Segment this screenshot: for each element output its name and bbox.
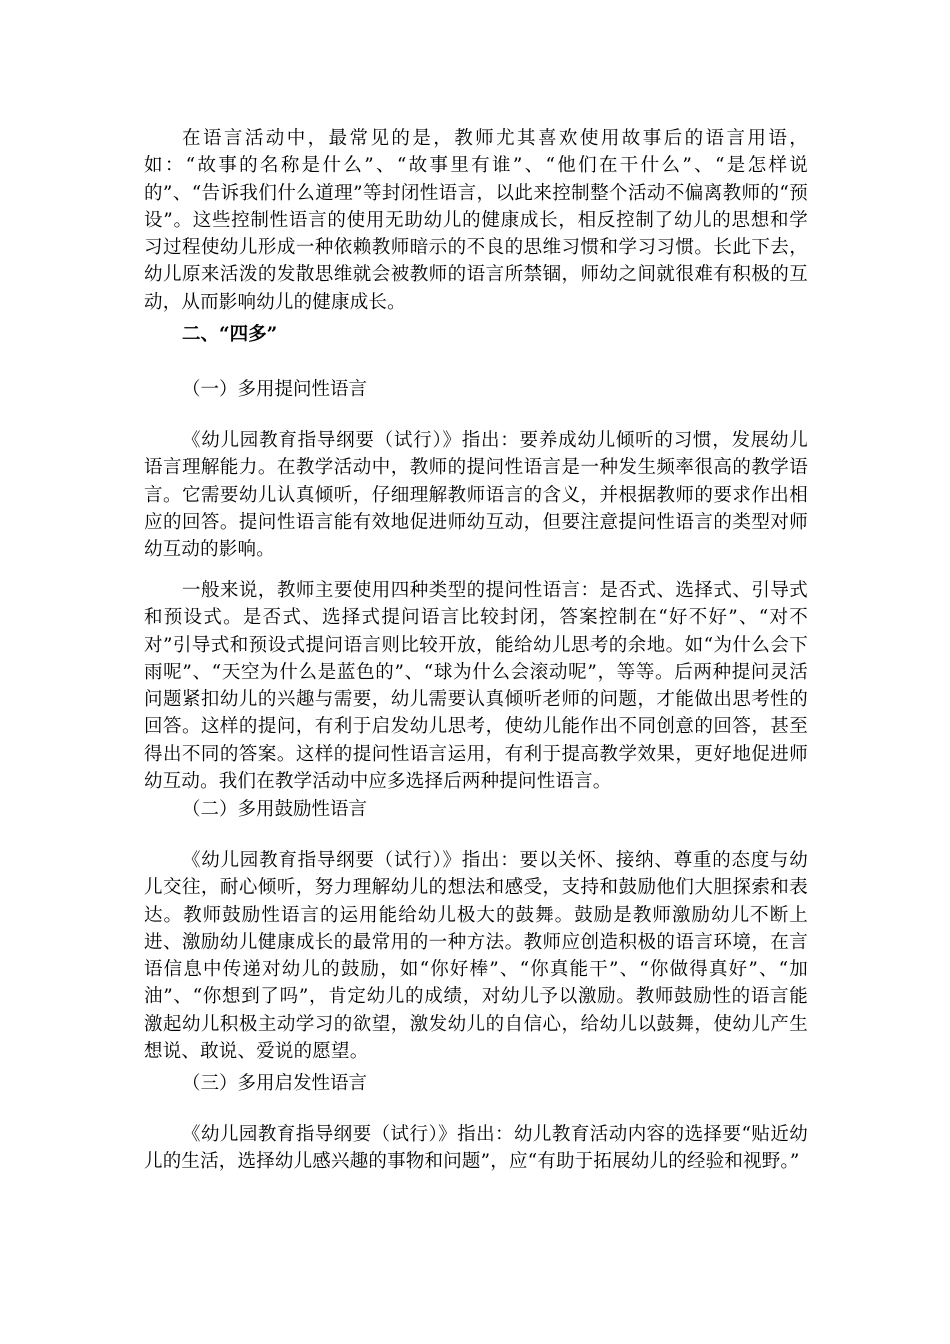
subheading-questioning-language: （一）多用提问性语言 xyxy=(182,379,368,400)
subheading-encouraging-language: （二）多用鼓励性语言 xyxy=(182,799,368,820)
paragraph-closed-language: 在语言活动中，最常见的是，教师尤其喜欢使用故事后的语言用语，如：“故事的名称是什么”、“故事里有谁”、“他们在干什么”、“是怎样说的”、“告诉我们什么道理”等封闭性语言，以此来控制整个活动不偏离教师的“预设”。这些控制性语言的使用无助幼儿的健康成长，相反控制了幼儿的思想和学习过程使幼儿形成一种依赖教师暗示的不良的思维习惯和学习习惯。长此下去，幼儿原来活泼的发散思维就会被教师的语言所禁锢，师幼之间就很难有积极的互动，从而影响幼儿的健康成长。 xyxy=(144,128,808,313)
subheading-inspiring-language: （三）多用启发性语言 xyxy=(182,1073,368,1094)
paragraph-question-types: 一般来说，教师主要使用四种类型的提问性语言：是否式、选择式、引导式和预设式。是否式、选择式提问语言比较封闭，答案控制在“好不好”、“对不对”引导式和预设式提问语言则比较开放，能给幼儿思考的余地。如“为什么会下雨呢”、“天空为什么是蓝色的”、“球为什么会滚动呢”，等等。后两种提问灵活问题紧扣幼儿的兴趣与需要，幼儿需要认真倾听老师的问题，才能做出思考性的回答。这样的提问，有利于启发幼儿思考，使幼儿能作出不同创意的回答，甚至得出不同的答案。这样的提问性语言运用，有利于提高教学效果，更好地促进师幼互动。我们在教学活动中应多选择后两种提问性语言。 xyxy=(144,580,808,793)
section-heading-four-more: 二、“四多” xyxy=(182,324,278,345)
paragraph-inspiring-language: 《幼儿园教育指导纲要（试行）》指出：幼儿教育活动内容的选择要“贴近幼儿的生活，选择幼儿感兴趣的事物和问题”，应“有助于拓展幼儿的经验和视野。” xyxy=(144,1124,808,1173)
paragraph-encouraging-language: 《幼儿园教育指导纲要（试行）》指出：要以关怀、接纳、尊重的态度与幼儿交往，耐心倾听，努力理解幼儿的想法和感受，支持和鼓励他们大胆探索和表达。教师鼓励性语言的运用能给幼儿极大的鼓舞。鼓励是教师激励幼儿不断上进、激励幼儿健康成长的最常用的一种方法。教师应创造积极的语言环境，在言语信息中传递对幼儿的鼓励，如“你好棒”、“你真能干”、“你做得真好”、“加油”、“你想到了吗”，肯定幼儿的成绩，对幼儿予以激励。教师鼓励性的语言能激起幼儿积极主动学习的欲望，激发幼儿的自信心，给幼儿以鼓舞，使幼儿产生想说、敢说、爱说的愿望。 xyxy=(144,850,808,1063)
paragraph-questioning-language: 《幼儿园教育指导纲要（试行）》指出：要养成幼儿倾听的习惯，发展幼儿语言理解能力。在教学活动中，教师的提问性语言是一种发生频率很高的教学语言。它需要幼儿认真倾听，仔细理解教师语言的含义，并根据教师的要求作出相应的回答。提问性语言能有效地促进师幼互动，但要注意提问性语言的类型对师幼互动的影响。 xyxy=(144,430,808,561)
